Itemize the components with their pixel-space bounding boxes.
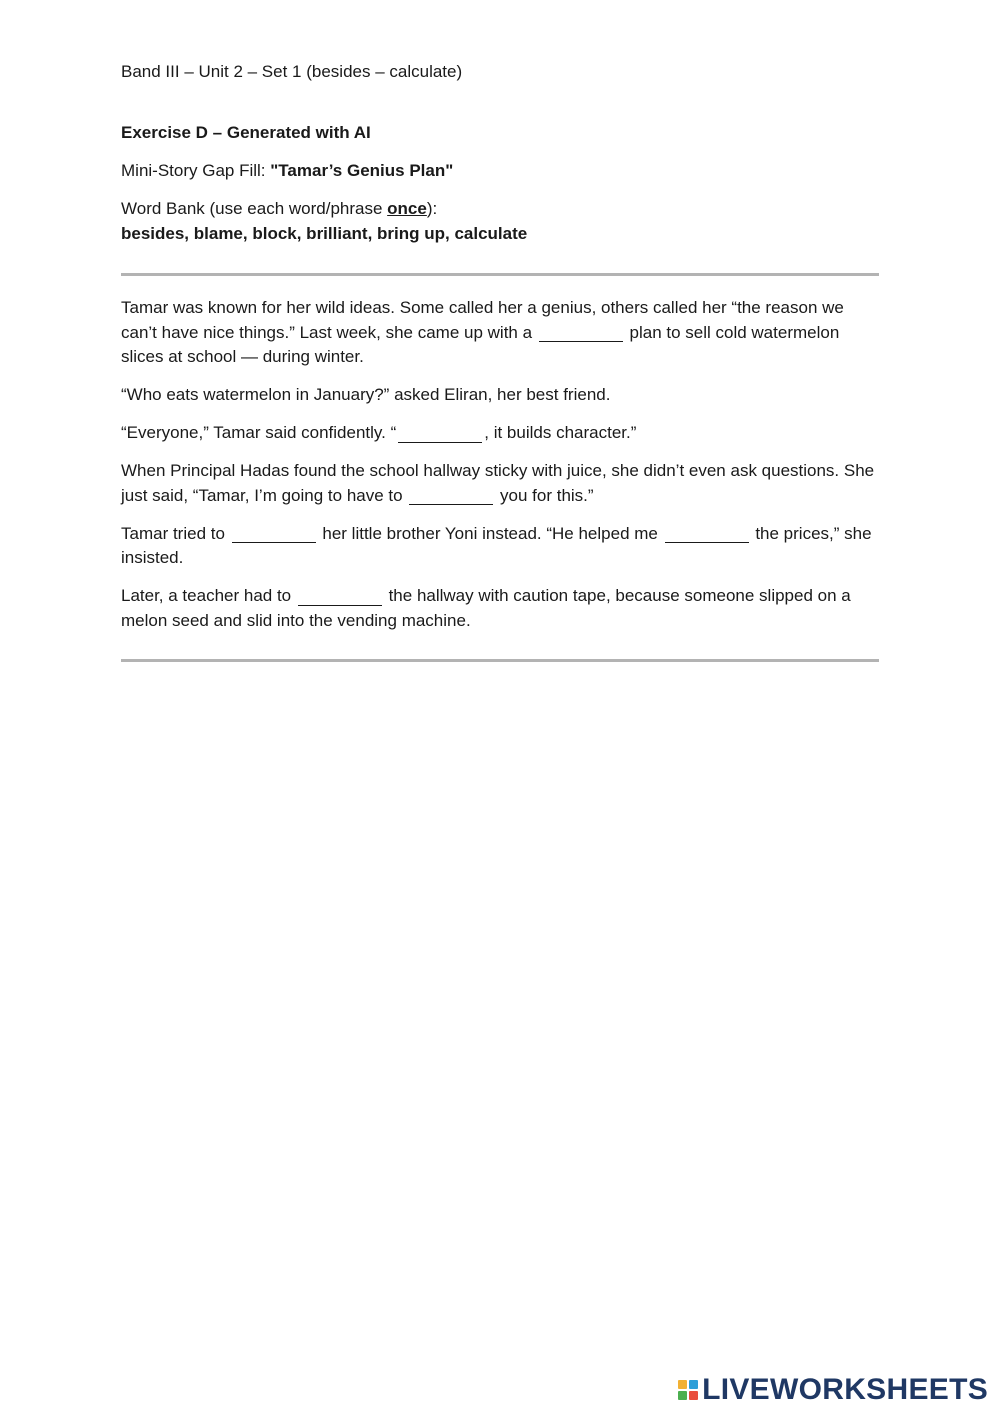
story-paragraph — [121, 296, 879, 370]
logo-tile — [678, 1391, 687, 1400]
gap-input-5[interactable] — [665, 525, 749, 543]
story-text: her little brother Yoni instead. “He helped me — [317, 523, 663, 543]
story-text: Later, a teacher had to — [121, 586, 296, 605]
story-text: the prices,” she insisted. — [121, 523, 872, 567]
story-text: Tamar was known for her wild ideas. Some called her a genius, others called her “the reason we can’t have nice things.” Last week, she came up with a — [121, 298, 844, 342]
logo-tile — [678, 1380, 687, 1389]
story-body — [121, 296, 879, 647]
instruction-prefix: Mini-Story Gap Fill: — [121, 161, 271, 180]
story-text: the hallway with caution tape, because someone slipped on a melon seed and slid into the vending machine. — [121, 586, 851, 630]
exercise-instructions — [121, 159, 453, 184]
unit-header: Band III – Unit 2 – Set 1 (besides – calculate) — [121, 62, 463, 81]
story-paragraph — [121, 459, 879, 508]
story-text: “Who eats watermelon in January?” asked Eliran, her best friend. — [121, 385, 611, 404]
word-bank-once: once — [387, 199, 427, 218]
gap-input-1[interactable] — [539, 324, 623, 342]
story-text: “Everyone,” Tamar said confidently. “ — [121, 423, 397, 442]
gap-input-2[interactable] — [398, 425, 482, 443]
liveworksheets-logo — [678, 1374, 988, 1406]
word-bank-prefix: Word Bank (use each word/phrase — [121, 199, 388, 218]
story-text: When Principal Hadas found the school hallway sticky with juice, she didn’t even ask questions. She just said, “Tamar, I’m going to have to — [121, 461, 875, 505]
story-text: plan to sell cold watermelon slices at school — during winter. — [121, 322, 840, 366]
logo-text: LIVEWORKSHEETS — [702, 1373, 988, 1406]
logo-tile — [689, 1391, 698, 1400]
story-paragraph — [121, 522, 879, 571]
story-paragraph — [121, 383, 879, 408]
story-text: , it builds character.” — [484, 423, 637, 442]
bottom-divider — [121, 659, 879, 662]
word-bank-words: besides, blame, block, brilliant, bring up, calculate — [121, 223, 528, 243]
story-paragraph — [121, 584, 879, 633]
story-text: Tamar tried to — [121, 523, 230, 543]
story-text: you for this.” — [495, 485, 594, 505]
word-bank — [121, 197, 527, 246]
logo-tiles-icon — [678, 1380, 698, 1400]
word-bank-suffix: ): — [426, 199, 438, 218]
story-title: "Tamar’s Genius Plan" — [270, 161, 454, 180]
gap-input-4[interactable] — [232, 525, 316, 543]
gap-input-6[interactable] — [298, 588, 382, 606]
logo-tile — [689, 1380, 698, 1389]
top-divider — [121, 273, 879, 276]
gap-input-3[interactable] — [409, 487, 493, 505]
story-paragraph — [121, 421, 879, 446]
exercise-title: Exercise D – Generated with AI — [121, 123, 371, 142]
